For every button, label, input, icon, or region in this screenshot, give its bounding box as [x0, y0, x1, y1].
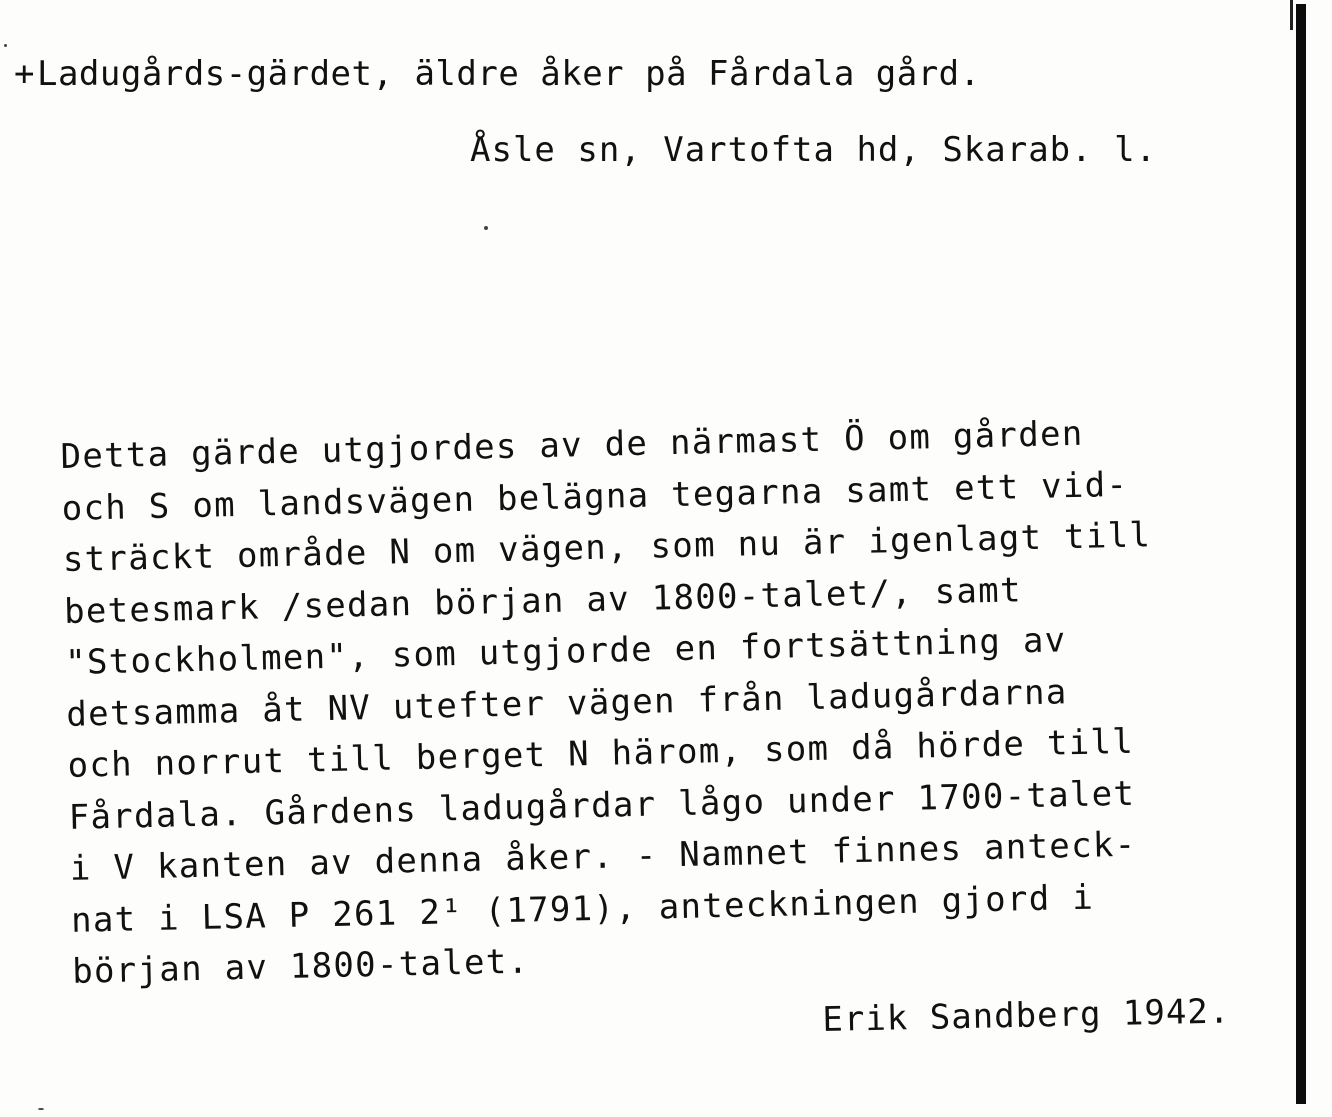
author-signature: Erik Sandberg 1942.: [822, 991, 1231, 1040]
cross-icon: +: [14, 54, 35, 94]
description-line: början av 1800-talet.: [71, 941, 530, 992]
location-line: Åsle sn, Vartofta hd, Skarab. l.: [470, 130, 1158, 170]
place-name-heading: [14, 54, 981, 94]
description-line: detsamma åt NV utefter vägen från ladugårdarna: [65, 671, 1069, 735]
scan-speck: [4, 44, 7, 47]
scan-speck: [38, 1108, 44, 1110]
card-edge-mark: [1290, 0, 1293, 30]
description-line: och norrut till berget N härom, som då hörde till: [67, 721, 1135, 786]
scan-speck: [484, 226, 488, 230]
place-name: Ladugårds-gärdet, äldre åker på Fårdala gård.: [36, 54, 981, 94]
description-line: betesmark /sedan början av 1800-talet/, samt: [63, 569, 1023, 632]
description-line: Detta gärde utgjordes av de närmast Ö om gården: [60, 413, 1084, 477]
description-text: [60, 404, 1313, 998]
description-line: nat i LSA P 261 2¹ (1791), anteckningen gjord i: [70, 877, 1095, 941]
description-line: Fårdala. Gårdens ladugårdar lågo under 1700-talet: [68, 773, 1136, 838]
description-line: "Stockholmen", som utgjorde en fortsättning av: [64, 620, 1067, 683]
description-line: och S om landsvägen belägna tegarna samt ett vid-: [61, 464, 1129, 529]
description-line: sträckt område N om vägen, som nu är igenlagt till: [62, 515, 1152, 580]
description-line: i V kanten av denna åker. - Namnet finnes anteck-: [69, 824, 1137, 889]
